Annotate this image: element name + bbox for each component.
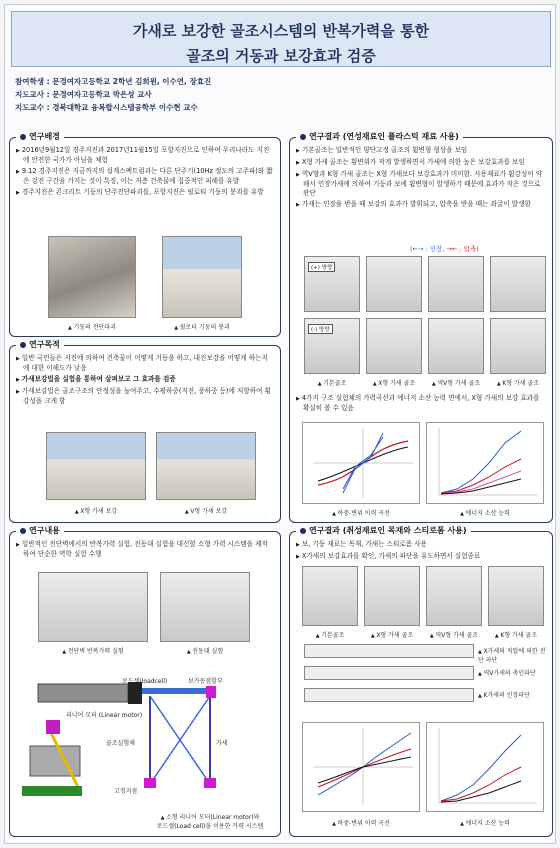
frame-photo xyxy=(366,318,422,374)
frame-caption: ▲ K형 가새 골조 xyxy=(484,630,548,639)
title-line-1: 가새로 보강한 골조시스템의 반복가력을 통한 xyxy=(132,22,430,40)
diagram-caption-line-2: 로드셀(Load cell)을 이용한 가력 시스템 xyxy=(156,823,264,830)
frame-caption: ▲ X형 가새 골조 xyxy=(360,630,424,639)
frame-photo xyxy=(428,256,484,312)
specimen-label: 골조실험체 xyxy=(106,740,135,747)
wood-frame-photo xyxy=(302,566,358,626)
chart-caption: ▲ 에너지 소산 능력 xyxy=(426,818,544,827)
list-item: ▶ X가새의 보강효과를 확인, 가새의 파단을 유도하면서 실험종료 xyxy=(296,552,546,562)
negative-direction-label: (-) 방향 xyxy=(308,324,333,334)
wood-frame-photo xyxy=(364,566,420,626)
photo-caption: ▲ 기둥의 전단파괴 xyxy=(48,322,136,331)
list-item: ▶ 가새보강법은 골조구조의 안정성을 높여주고, 수평하중(지진, 풍하중 등)에 저항하여 횡강성을 크게 함 xyxy=(16,387,274,406)
frame-photo xyxy=(366,256,422,312)
list-item: ▶ 2016년9월12일 경주지진과 2017년11월15일 포항지진으로 인하여 우리나라도 지진에 안전한 국가가 아님을 체험 xyxy=(16,146,274,165)
section-title: 연구내용 xyxy=(16,525,64,536)
purpose-bullets xyxy=(16,354,274,408)
x-brace-photo xyxy=(46,432,146,500)
beam-shape xyxy=(142,688,212,694)
chart-caption: ▲ 하중-변위 이력 곡선 xyxy=(302,818,420,827)
photo-caption: ▲ 전단벽 반복가력 실험 xyxy=(38,646,148,655)
hysteresis-plot-2 xyxy=(303,723,419,811)
photo-caption: ▲ 진동대 실험 xyxy=(160,646,250,655)
wood-frame-photo xyxy=(488,566,544,626)
diagram-caption-line-1: ▲ 소형 리니어 모터(Linear motor)와 xyxy=(140,812,280,821)
background-bullets xyxy=(16,146,274,200)
measure-label: 보가동점할부 xyxy=(188,678,223,685)
section-title: 연구결과 (연성재료인 플라스틱 재료 사용) xyxy=(296,131,463,142)
fixed-support-label: 고정지점 xyxy=(114,788,138,795)
list-item: ▶ 기본골조는 일반적인 양단고정 골조의 휨변형 형상을 보임 xyxy=(296,146,546,156)
list-item: ▶ 역V형과 K형 가새 골조는 X형 가새보다 보강효과가 미미함. 사용재료가 휨강성이 약해서 인장가새에 의하여 기둥과 보에 휨변형이 발생하기 때문에 효과가 작은 것으로 판단 xyxy=(296,170,546,198)
shear-wall-test-photo xyxy=(38,572,148,642)
list-item: ▶ X형 가새 골조는 횡변위가 작게 발생하면서 가새에 의한 높은 보강효과를 보임 xyxy=(296,158,546,168)
section-purpose xyxy=(9,340,281,523)
fracture-photo-3 xyxy=(304,688,474,702)
content-bullets xyxy=(16,540,274,561)
photo-caption: ▲ X형 가새 보강 xyxy=(46,506,146,515)
v-brace-photo xyxy=(156,432,256,500)
list-item: ▶ 4가지 구조 실험체의 가력곡선과 에너지 소산 능력 면에서, X형 가새의 보강 효과를 확실히 볼 수 있음 xyxy=(296,394,546,413)
section-title: 연구결과 (취성재료인 목재와 스티로폼 사용) xyxy=(296,525,471,536)
frame-caption: ▲ 역V형 가새 골조 xyxy=(424,378,488,387)
list-item: ▶ 보, 기둥 재료는 목재, 가새는 스티로폼 사용 xyxy=(296,540,546,550)
frame-photo xyxy=(490,256,546,312)
section-content xyxy=(9,526,281,837)
chart-caption: ▲ 하중-변위 이력 곡선 xyxy=(302,508,420,517)
list-item: ▶ 가새보강법을 실험을 통하여 살펴보고 그 효과를 검증 xyxy=(16,375,274,385)
bullet-icon xyxy=(20,342,26,348)
frame-photo xyxy=(428,318,484,374)
list-item: ▶ 경주지진은 콘크리트 기둥의 단주전단파괴를, 포항지진은 필로티 기둥의 붕괴를 유발 xyxy=(16,188,274,198)
list-item: ▶ 일반 국민들은 지진에 의하여 건축물이 어떻게 거동을 하고, 내진보강을 어떻게 하는지에 대한 이해도가 낮음 xyxy=(16,354,274,373)
section-result-1 xyxy=(289,132,553,523)
teacher: 지도교사 : 문경여자고등학교 박은성 교사 xyxy=(15,90,152,99)
chart-caption: ▲ 에너지 소산 능력 xyxy=(426,508,544,517)
fracture-caption: ▲ X가새의 직압에 의한 전단 파단 xyxy=(478,646,548,664)
shaking-table-photo xyxy=(160,572,250,642)
bullet-icon xyxy=(20,528,26,534)
list-item: ▶ 9.12 경주지진은 지금까지의 설계스펙트럼과는 다른 단주기(10Hz 정도의 고주파)와 짧은 강진 구간을 가지는 것이 특징, 이는 저층 건축물에 집중적인 피해를 유발 xyxy=(16,167,274,186)
list-item: ▶ 가새는 인장을 받을 때 보강의 효과가 발휘되고, 압축을 받을 때는 좌굴이 발생함 xyxy=(296,200,546,210)
result1-summary xyxy=(296,394,546,415)
energy-plot-2 xyxy=(427,723,543,811)
frame-caption: ▲ 기본골조 xyxy=(298,630,362,639)
list-item: ▶ 일반적인 전단벽에서의 반복가력 실험, 진동대 실험을 대신할 소형 가력 시스템을 제작하여 단순한 역학 실험 수행 xyxy=(16,540,274,559)
piloti-collapse-photo xyxy=(162,236,242,318)
hysteresis-chart-2 xyxy=(302,722,420,812)
fracture-photo-1 xyxy=(304,644,474,658)
title-line-2: 골조의 거동과 보강효과 검증 xyxy=(186,47,376,65)
legend-tension: (←→ : 인장, xyxy=(410,245,445,253)
professor: 지도교수 : 경북대학교 융복합시스템공학부 이수현 교수 xyxy=(15,103,198,112)
title-box xyxy=(11,11,551,67)
wood-frame-photo xyxy=(426,566,482,626)
loadcell-shape xyxy=(128,682,142,704)
energy-chart-2 xyxy=(426,722,544,812)
photo-caption: ▲ V형 가새 보강 xyxy=(156,506,256,515)
motor-label: 리니어 모터 (Linear motor) xyxy=(66,712,143,719)
positive-direction-label: (+) 방향 xyxy=(308,262,335,272)
bullet-icon xyxy=(300,134,306,140)
frame-caption: ▲ X형 가새 골조 xyxy=(362,378,426,387)
energy-chart xyxy=(426,422,544,504)
frame-caption: ▲ K형 가새 골조 xyxy=(486,378,550,387)
students: 참여학생 : 문경여자고등학교 2학년 김희원, 이수연, 장효진 xyxy=(15,77,212,86)
section-result-2 xyxy=(289,526,553,837)
section-title: 연구배경 xyxy=(16,131,64,142)
frame-caption: ▲ 기본골조 xyxy=(300,378,364,387)
frame-caption: ▲ 역V형 가새 골조 xyxy=(422,630,486,639)
loadcell-label: 로드셀(loadcell) xyxy=(122,678,168,685)
hysteresis-plot xyxy=(303,423,419,503)
frame-photo xyxy=(490,318,546,374)
legend-compression: →← : 압축) xyxy=(446,245,479,253)
energy-plot xyxy=(427,423,543,503)
participants xyxy=(15,75,315,114)
fracture-caption: ▲ 역V가새의 축인파단 xyxy=(478,668,548,677)
poster xyxy=(4,4,556,844)
photo-caption: ▲ 필로티 기둥의 붕괴 xyxy=(162,322,242,331)
bullet-icon xyxy=(300,528,306,534)
result1-bullets xyxy=(296,146,546,212)
brace-label: 가새 xyxy=(216,740,228,747)
column-shear-photo xyxy=(48,236,136,318)
linear-motor-shape xyxy=(38,684,128,702)
fracture-caption: ▲ K가새의 인장파단 xyxy=(478,690,548,699)
fracture-photo-2 xyxy=(304,666,474,680)
hysteresis-chart xyxy=(302,422,420,504)
section-title: 연구목적 xyxy=(16,339,64,350)
section-background xyxy=(9,132,281,337)
bullet-icon xyxy=(20,134,26,140)
result2-bullets xyxy=(296,540,546,564)
legend-line xyxy=(410,244,479,253)
